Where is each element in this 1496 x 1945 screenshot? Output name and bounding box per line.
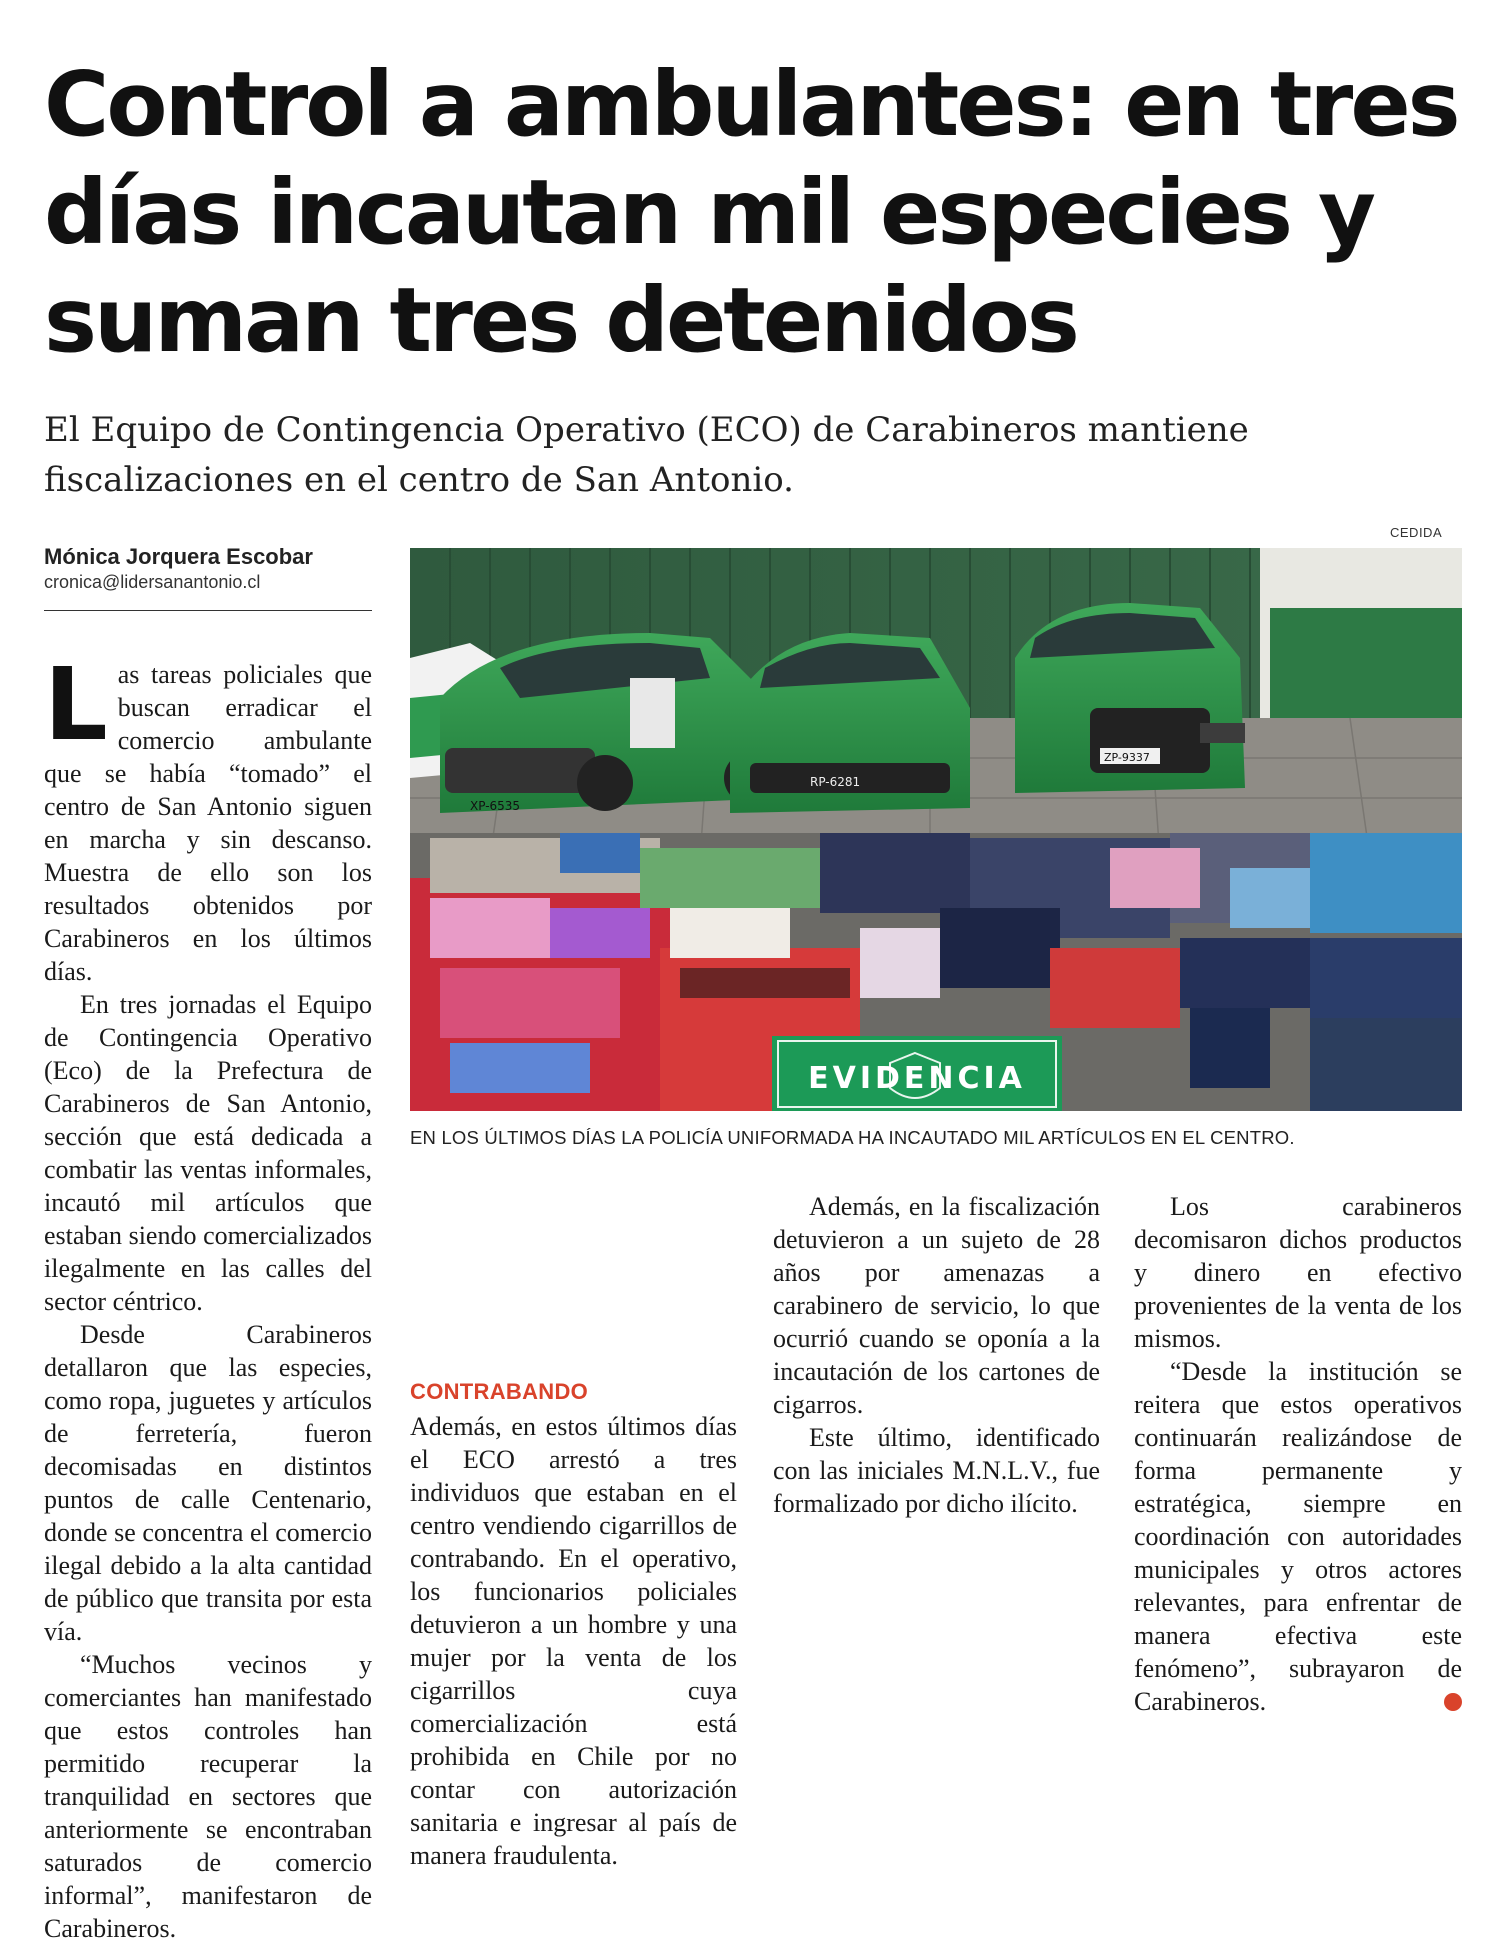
paragraph-2: En tres jornadas el Equipo de Contingencia Operativo (Eco) de la Prefectura de Carabineros de San Antonio, sección que está dedicada a combatir las ventas informales, incautó mil artículos que estaban siendo comercializados ilegalmente en las calles del sector céntrico. <box>44 990 372 1316</box>
end-mark-icon: ✪ <box>1444 1693 1462 1711</box>
photo-illustration <box>410 548 1462 1111</box>
body-column-1 <box>44 646 372 1945</box>
evidencia-text: EVIDENCIA <box>808 1061 1026 1096</box>
section-subhead: CONTRABANDO <box>410 1379 589 1404</box>
paragraph-7: Este último, identificado con las iniciales M.N.L.V., fue formalizado por dicho ilícito. <box>773 1423 1100 1518</box>
byline-divider <box>44 610 372 611</box>
article-photo <box>410 548 1462 1111</box>
deck-subtitle: El Equipo de Contingencia Operativo (ECO) de Carabineros mantiene fiscalizaciones en el centro de San Antonio. <box>44 410 1249 500</box>
byline <box>44 544 374 593</box>
author-email: cronica@lidersanantonio.cl <box>44 572 261 592</box>
plate-2: RP-6281 <box>810 775 861 789</box>
evidencia-sign <box>772 1036 1062 1111</box>
paragraph-6: Además, en la fiscalización detuvieron a un sujeto de 28 años por amenazas a carabinero de servicio, lo que ocurrió cuando se oponía a la incautación de los cartones de cigarros. <box>773 1192 1100 1419</box>
plate-1: XP-6535 <box>470 799 521 813</box>
photo-credit: CEDIDA <box>1390 525 1443 540</box>
headline: Control a ambulantes: en tres días incautan mil especies y suman tres detenidos <box>44 52 1458 372</box>
photo-caption: EN LOS ÚLTIMOS DÍAS LA POLICÍA UNIFORMADA HA INCAUTADO MIL ARTÍCULOS EN EL CENTRO. <box>410 1127 1295 1148</box>
body-column-2 <box>410 1190 737 1872</box>
paragraph-9-text: “Desde la institución se reitera que estos operativos continuarán realizándose de forma permanente y estratégica, siempre en coordinación con autoridades municipales y otros actores relevantes, para enfrentar de manera efectiva este fenómeno”, subrayaron de Carabineros. <box>1134 1357 1462 1716</box>
body-column-3 <box>773 1190 1100 1520</box>
paragraph-8: Los carabineros decomisaron dichos productos y dinero en efectivo provenientes de la venta de los mismos. <box>1134 1192 1462 1353</box>
paragraph-5: Además, en estos últimos días el ECO arrestó a tres individuos que estaban en el centro vendiendo cigarrillos de contrabando. En el operativo, los funcionarios policiales detuvieron a un hombre y una mujer por la venta de los cigarrillos cuya comercialización está prohibida en Chile por no contar con autorización sanitaria e ingresar al país de manera fraudulenta. <box>410 1412 737 1870</box>
paragraph-1-text: as tareas policiales que buscan erradicar el comercio ambulante que se había “tomado” el centro de San Antonio siguen en marcha y sin descanso. Muestra de ello son los resultados obtenidos por Carabineros en los últimos días. <box>44 660 372 986</box>
paragraph-3: Desde Carabineros detallaron que las especies, como ropa, juguetes y artículos de ferretería, fueron decomisadas en distintos puntos de calle Centenario, donde se concentra el comercio ilegal debido a la alta cantidad de público que transita por esta vía. <box>44 1320 372 1646</box>
paragraph-1 <box>44 646 372 988</box>
drop-cap: L <box>44 646 108 763</box>
body-column-4 <box>1134 1190 1491 1718</box>
paragraph-9 <box>1134 1355 1491 1718</box>
author-name: Mónica Jorquera Escobar <box>44 544 313 569</box>
paragraph-4: “Muchos vecinos y comerciantes han manifestado que estos controles han permitido recuperar la tranquilidad en sectores que anteriormente se encontraban saturados de comercio informal”, manifestaron de Carabineros. <box>44 1650 372 1943</box>
police-car-3 <box>1015 603 1245 793</box>
plate-3: ZP-9337 <box>1104 751 1150 764</box>
